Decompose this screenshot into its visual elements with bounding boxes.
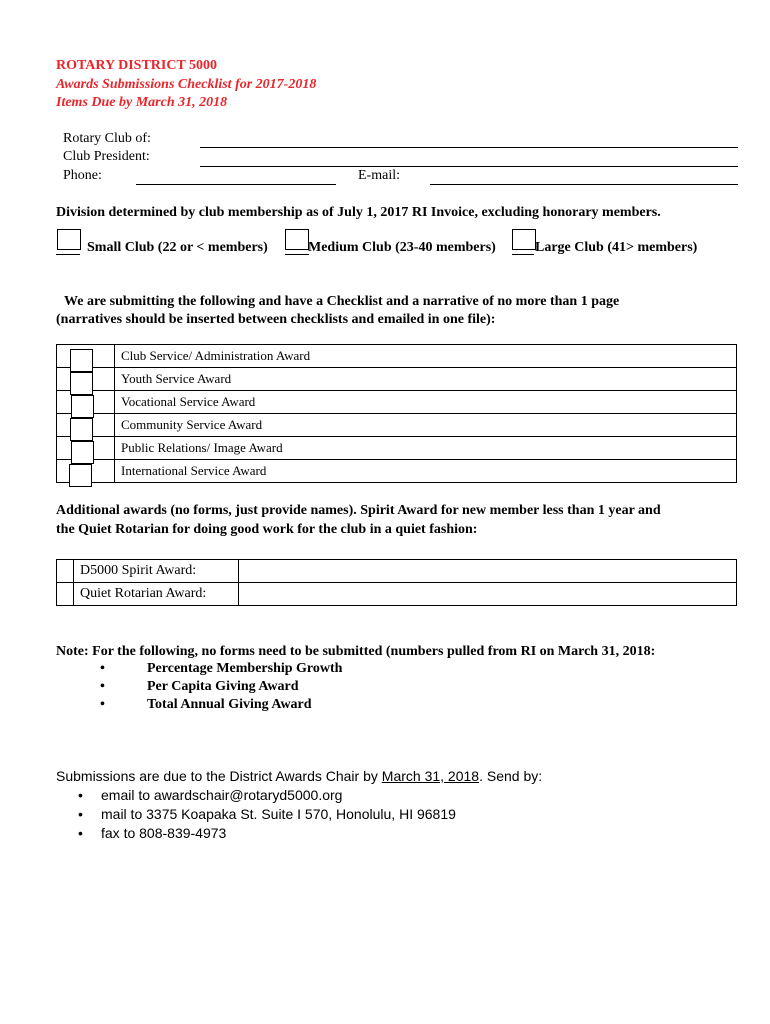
spirit-award-name-field[interactable] — [239, 560, 737, 583]
submission-date: March 31, 2018 — [381, 768, 480, 784]
large-club-label: Large Club (41> members) — [535, 240, 698, 255]
table-row — [57, 345, 737, 368]
award-check-cell — [57, 437, 115, 460]
award-check-cell — [57, 391, 115, 414]
quiet-rotarian-name-field[interactable] — [239, 583, 737, 606]
large-club-underline — [512, 254, 534, 255]
award-name: Youth Service Award — [115, 368, 737, 391]
due-date-heading: Items Due by March 31, 2018 — [56, 95, 228, 110]
small-club-underline — [56, 254, 80, 255]
awards-checklist-table — [56, 344, 737, 483]
small-club-label: Small Club (22 or < members) — [87, 240, 268, 255]
award-check-cell — [57, 414, 115, 437]
submission-tail: . Send by: — [479, 768, 543, 784]
award-check-cell — [57, 460, 115, 483]
note-item: Percentage Membership Growth — [147, 661, 343, 676]
bullet-icon: • — [100, 661, 105, 676]
phone-label: Phone: — [63, 168, 102, 183]
award-name: Public Relations/ Image Award — [115, 437, 737, 460]
award-name: Community Service Award — [115, 414, 737, 437]
division-text: Division determined by club membership as of July 1, 2017 RI Invoice, excluding honorary members. — [56, 205, 661, 220]
submitting-line-2: (narratives should be inserted between checklists and emailed in one file): — [56, 312, 496, 327]
award-name: Club Service/ Administration Award — [115, 345, 737, 368]
note-text: Note: For the following, no forms need to be submitted (numbers pulled from RI on March 31, 2018: — [56, 644, 656, 659]
additional-awards-table — [56, 559, 737, 606]
additional-line-2: the Quiet Rotarian for doing good work for the club in a quiet fashion: — [56, 522, 478, 537]
email-method: email to awardschair@rotaryd5000.org — [101, 787, 343, 803]
note-item: Total Annual Giving Award — [147, 697, 312, 712]
email-label: E-mail: — [358, 168, 400, 183]
award-checkbox[interactable] — [69, 464, 92, 487]
document-title: ROTARY DISTRICT 5000 — [56, 58, 218, 73]
bullet-icon: • — [100, 679, 105, 694]
bullet-icon: • — [78, 825, 83, 841]
email-field[interactable] — [430, 184, 738, 185]
medium-club-checkbox[interactable] — [285, 229, 309, 250]
blank-cell — [57, 560, 74, 583]
president-label: Club President: — [63, 149, 150, 164]
blank-cell — [57, 583, 74, 606]
club-label: Rotary Club of: — [63, 131, 151, 146]
table-row — [57, 414, 737, 437]
submitting-line-1: We are submitting the following and have a Checklist and a narrative of no more than 1 page — [64, 294, 620, 309]
club-field[interactable] — [200, 147, 738, 148]
award-name: International Service Award — [115, 460, 737, 483]
award-name: Vocational Service Award — [115, 391, 737, 414]
table-row — [57, 460, 737, 483]
table-row — [57, 583, 737, 606]
president-field[interactable] — [200, 166, 738, 167]
additional-award-label: D5000 Spirit Award: — [74, 560, 239, 583]
table-row — [57, 437, 737, 460]
award-check-cell — [57, 345, 115, 368]
bullet-icon: • — [78, 806, 83, 822]
table-row — [57, 368, 737, 391]
small-club-checkbox[interactable] — [57, 229, 81, 250]
table-row — [57, 391, 737, 414]
medium-club-label: Medium Club (23-40 members) — [308, 240, 496, 255]
submission-instructions — [56, 768, 542, 784]
submission-lead: Submissions are due to the District Awards Chair by — [56, 768, 382, 784]
award-check-cell — [57, 368, 115, 391]
phone-field[interactable] — [136, 184, 336, 185]
additional-award-label: Quiet Rotarian Award: — [74, 583, 239, 606]
mail-method: mail to 3375 Koapaka St. Suite I 570, Honolulu, HI 96819 — [101, 806, 456, 822]
additional-line-1: Additional awards (no forms, just provide names). Spirit Award for new member less than 1 year and — [56, 503, 661, 518]
bullet-icon: • — [100, 697, 105, 712]
fax-method: fax to 808-839-4973 — [101, 825, 227, 841]
bullet-icon: • — [78, 787, 83, 803]
large-club-checkbox[interactable] — [512, 229, 536, 250]
document-subtitle: Awards Submissions Checklist for 2017-2018 — [56, 77, 317, 92]
table-row — [57, 560, 737, 583]
medium-club-underline — [285, 254, 309, 255]
note-item: Per Capita Giving Award — [147, 679, 299, 694]
